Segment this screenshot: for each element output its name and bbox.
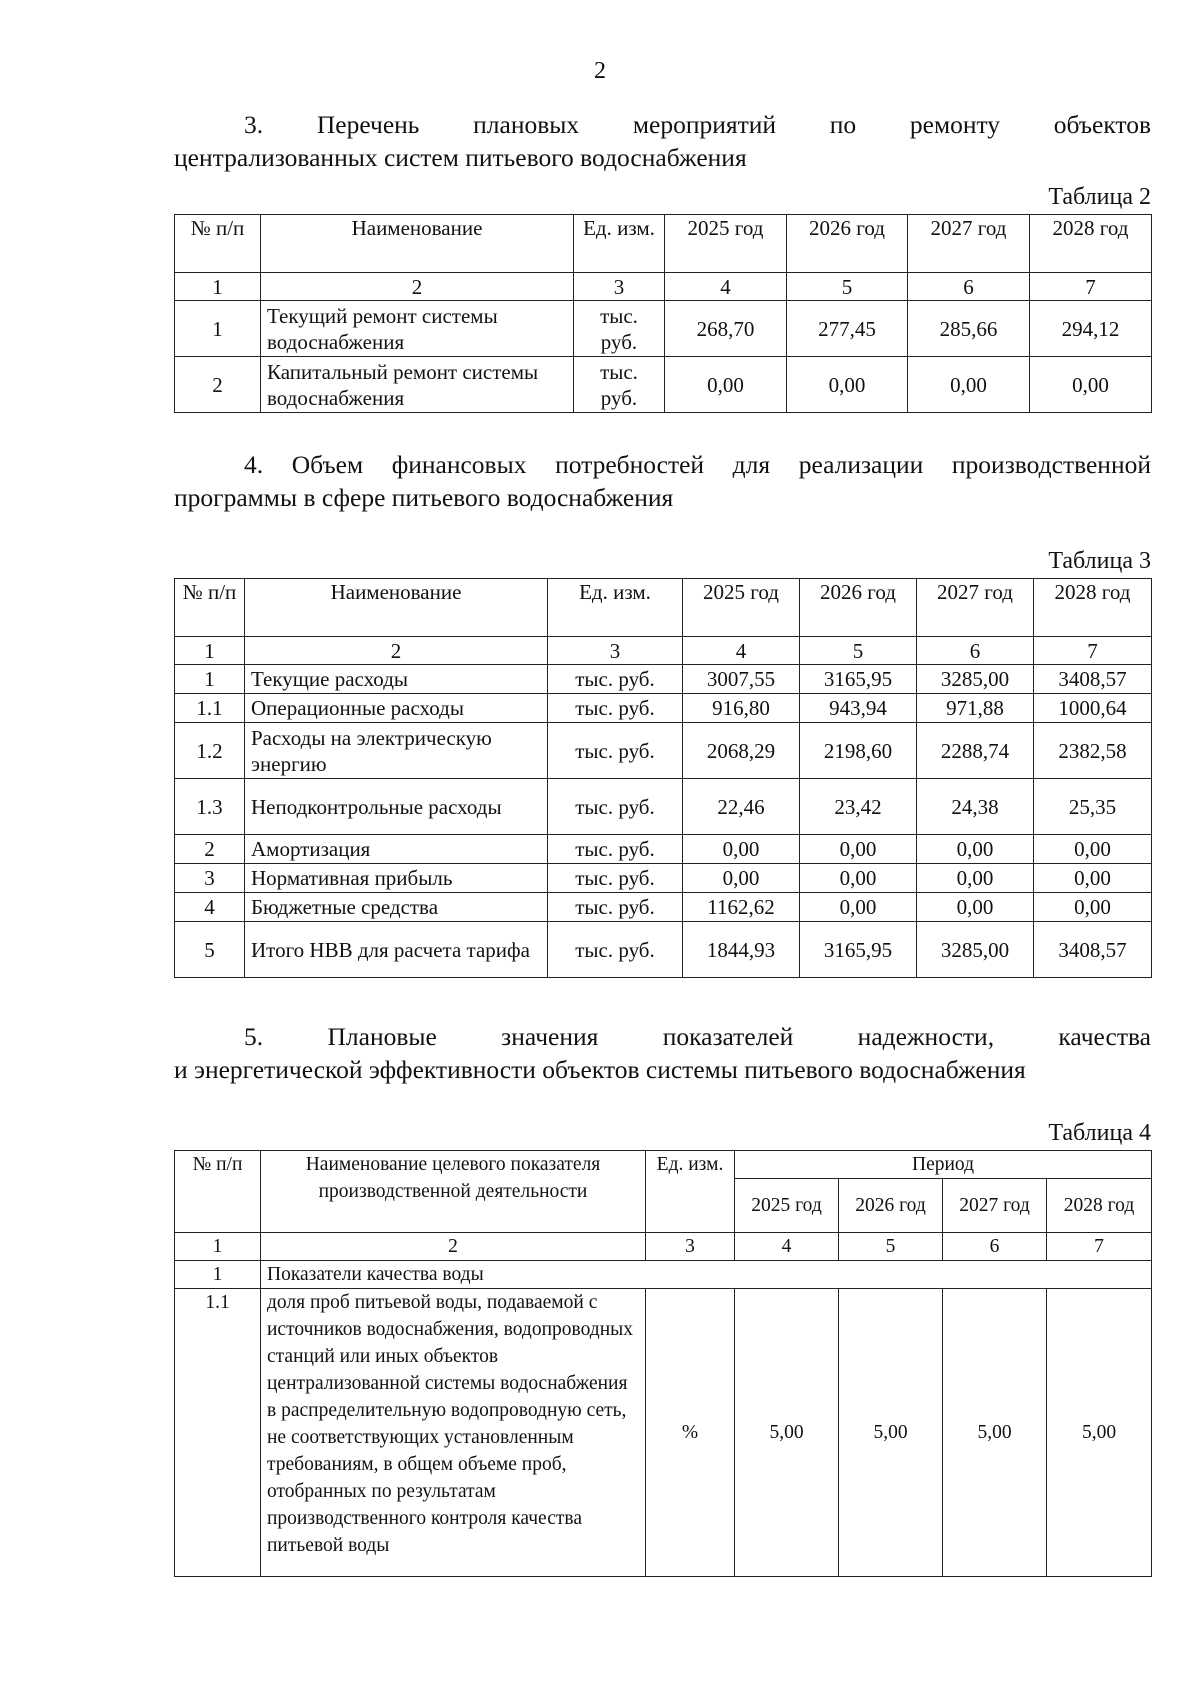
table-row <box>175 864 1152 893</box>
table3-cell: 2198,60 <box>800 723 917 779</box>
table3-colnum: 1 <box>175 637 245 665</box>
table3-colnum: 7 <box>1034 637 1152 665</box>
section3-heading-line2: централизованных систем питьевого водоснабжения <box>174 143 747 172</box>
table-row <box>175 922 1152 978</box>
table4-colnum: 6 <box>943 1233 1047 1261</box>
table3-header-unit: Ед. изм. <box>548 579 683 637</box>
table3-cell: тыс. руб. <box>548 893 683 922</box>
table2-colnum-row <box>175 273 1152 301</box>
table3-cell: Нормативная прибыль <box>245 864 548 893</box>
table3-cell: тыс. руб. <box>548 864 683 893</box>
table4-group-num: 1 <box>175 1261 261 1289</box>
table3-cell: Неподконтрольные расходы <box>245 779 548 835</box>
table4-colnum: 3 <box>646 1233 735 1261</box>
table3-cell: 25,35 <box>1034 779 1152 835</box>
table2-cell: 285,66 <box>908 301 1030 357</box>
table-row <box>175 893 1152 922</box>
table-row <box>175 665 1152 694</box>
table2-cell: Текущий ремонт системы водоснабжения <box>261 301 574 357</box>
table3-cell: 1844,93 <box>683 922 800 978</box>
table2-header-unit: Ед. изм. <box>574 215 665 273</box>
table3-header-year: 2027 год <box>917 579 1034 637</box>
table3-header-year: 2025 год <box>683 579 800 637</box>
table3-header-row <box>175 579 1152 637</box>
table2-caption: Таблица 2 <box>1048 184 1151 210</box>
table3-cell: 0,00 <box>917 835 1034 864</box>
table3-cell: тыс. руб. <box>548 835 683 864</box>
table3-cell: 0,00 <box>917 864 1034 893</box>
table4-colnum-row <box>175 1233 1152 1261</box>
table3-cell: 3165,95 <box>800 665 917 694</box>
table3-cell: 1162,62 <box>683 893 800 922</box>
table3-cell: 3 <box>175 864 245 893</box>
table2-cell: Капитальный ремонт системы водоснабжения <box>261 357 574 413</box>
table3-cell: 0,00 <box>683 864 800 893</box>
table4-header-name: Наименование целевого показателя производственной деятельности <box>261 1151 646 1233</box>
table3-colnum: 6 <box>917 637 1034 665</box>
table2-colnum: 7 <box>1030 273 1152 301</box>
table2-cell: 268,70 <box>665 301 787 357</box>
table3-cell: 5 <box>175 922 245 978</box>
table3-cell: 1.3 <box>175 779 245 835</box>
table2-cell: 294,12 <box>1030 301 1152 357</box>
table3-cell: 2 <box>175 835 245 864</box>
table3-cell: тыс. руб. <box>548 922 683 978</box>
table3-cell: 0,00 <box>800 864 917 893</box>
table3-cell: 22,46 <box>683 779 800 835</box>
table3-header-name: Наименование <box>245 579 548 637</box>
table2-colnum: 3 <box>574 273 665 301</box>
table4-colnum: 4 <box>735 1233 839 1261</box>
table3 <box>174 578 1152 978</box>
table4-row-name: доля проб питьевой воды, подаваемой с источников водоснабжения, водопроводных станций или иных объектов централизованной системы водоснабжения в распределительную водопроводную сеть, не соответствующих установленным требованиям, в общем объеме проб, отобранных по результатам производственного контроля качества питьевой воды <box>261 1289 646 1577</box>
table3-cell: 3285,00 <box>917 922 1034 978</box>
table3-cell: Операционные расходы <box>245 694 548 723</box>
table2-header-row <box>175 215 1152 273</box>
table4-group-row <box>175 1261 1152 1289</box>
table3-colnum: 2 <box>245 637 548 665</box>
table2-cell: 0,00 <box>908 357 1030 413</box>
table3-header-year: 2028 год <box>1034 579 1152 637</box>
table3-header-num: № п/п <box>175 579 245 637</box>
table3-cell: 0,00 <box>917 893 1034 922</box>
table4-header-year: 2027 год <box>943 1179 1047 1233</box>
table3-cell: 1 <box>175 665 245 694</box>
table4-colnum: 1 <box>175 1233 261 1261</box>
table2-cell: 2 <box>175 357 261 413</box>
table3-colnum-row <box>175 637 1152 665</box>
section5-heading <box>174 1020 1151 1086</box>
table2-colnum: 4 <box>665 273 787 301</box>
table3-cell: Бюджетные средства <box>245 893 548 922</box>
table4-header-row <box>175 1151 1152 1179</box>
table3-cell: 24,38 <box>917 779 1034 835</box>
table-row <box>175 301 1152 357</box>
table4-caption: Таблица 4 <box>1048 1120 1151 1146</box>
table3-caption: Таблица 3 <box>1048 548 1151 574</box>
table4-row-value: 5,00 <box>735 1289 839 1577</box>
table4 <box>174 1150 1152 1577</box>
section3-heading-line1: 3. Перечень плановых мероприятий по ремонту объектов <box>244 110 1151 139</box>
table2-cell: 0,00 <box>787 357 908 413</box>
table3-cell: 0,00 <box>800 893 917 922</box>
table4-row-value: 5,00 <box>1047 1289 1152 1577</box>
table3-cell: Текущие расходы <box>245 665 548 694</box>
table2-cell: тыс. руб. <box>574 301 665 357</box>
table4-row-value: 5,00 <box>839 1289 943 1577</box>
table3-cell: 1000,64 <box>1034 694 1152 723</box>
section3-heading <box>174 108 1151 174</box>
table3-cell: 0,00 <box>1034 864 1152 893</box>
table2-cell: 277,45 <box>787 301 908 357</box>
table2-header-year: 2026 год <box>787 215 908 273</box>
table3-cell: 1.2 <box>175 723 245 779</box>
table3-cell: тыс. руб. <box>548 779 683 835</box>
table-row <box>175 1289 1152 1577</box>
table2-cell: 1 <box>175 301 261 357</box>
table4-header-period: Период <box>735 1151 1152 1179</box>
table3-cell: 2382,58 <box>1034 723 1152 779</box>
table-row <box>175 723 1152 779</box>
section5-heading-line1: 5. Плановые значения показателей надежности, качества <box>244 1022 1151 1051</box>
table3-header-year: 2026 год <box>800 579 917 637</box>
table3-cell: 0,00 <box>1034 893 1152 922</box>
table4-header-year: 2025 год <box>735 1179 839 1233</box>
table3-cell: 916,80 <box>683 694 800 723</box>
table2-header-year: 2027 год <box>908 215 1030 273</box>
table3-colnum: 5 <box>800 637 917 665</box>
table3-cell: 3007,55 <box>683 665 800 694</box>
table3-cell: Расходы на электрическую энергию <box>245 723 548 779</box>
table3-colnum: 3 <box>548 637 683 665</box>
table3-cell: 2068,29 <box>683 723 800 779</box>
table2-colnum: 5 <box>787 273 908 301</box>
page-number: 2 <box>594 58 606 84</box>
table3-cell: 1.1 <box>175 694 245 723</box>
table4-row-num: 1.1 <box>175 1289 261 1577</box>
table4-header-unit: Ед. изм. <box>646 1151 735 1233</box>
table3-cell: 0,00 <box>800 835 917 864</box>
section4-heading-line1: 4. Объем финансовых потребностей для реализации производственной <box>244 450 1151 479</box>
table3-cell: 0,00 <box>683 835 800 864</box>
table2-cell: 0,00 <box>1030 357 1152 413</box>
table2-colnum: 2 <box>261 273 574 301</box>
table2-colnum: 6 <box>908 273 1030 301</box>
table3-cell: 3285,00 <box>917 665 1034 694</box>
table3-cell: 4 <box>175 893 245 922</box>
table-row <box>175 835 1152 864</box>
table3-cell: 2288,74 <box>917 723 1034 779</box>
table4-colnum: 7 <box>1047 1233 1152 1261</box>
table3-cell: Итого НВВ для расчета тарифа <box>245 922 548 978</box>
table4-row-unit: % <box>646 1289 735 1577</box>
table3-cell: тыс. руб. <box>548 665 683 694</box>
table4-header-num: № п/п <box>175 1151 261 1233</box>
table3-cell: тыс. руб. <box>548 694 683 723</box>
table3-cell: 3408,57 <box>1034 922 1152 978</box>
table4-row-value: 5,00 <box>943 1289 1047 1577</box>
section4-heading <box>174 448 1151 514</box>
table2-colnum: 1 <box>175 273 261 301</box>
section4-heading-line2: программы в сфере питьевого водоснабжения <box>174 483 674 512</box>
table3-colnum: 4 <box>683 637 800 665</box>
table-row <box>175 779 1152 835</box>
table4-group-label: Показатели качества воды <box>261 1261 1152 1289</box>
table2-header-num: № п/п <box>175 215 261 273</box>
table3-cell: 943,94 <box>800 694 917 723</box>
table2-cell: 0,00 <box>665 357 787 413</box>
table2 <box>174 214 1152 413</box>
table-row <box>175 694 1152 723</box>
table3-cell: 0,00 <box>1034 835 1152 864</box>
table3-cell: 3165,95 <box>800 922 917 978</box>
table3-cell: 971,88 <box>917 694 1034 723</box>
table4-header-year: 2026 год <box>839 1179 943 1233</box>
table3-cell: Амортизация <box>245 835 548 864</box>
table-row <box>175 357 1152 413</box>
table3-cell: тыс. руб. <box>548 723 683 779</box>
table3-cell: 23,42 <box>800 779 917 835</box>
table2-cell: тыс. руб. <box>574 357 665 413</box>
table4-colnum: 5 <box>839 1233 943 1261</box>
table2-header-year: 2028 год <box>1030 215 1152 273</box>
table3-cell: 3408,57 <box>1034 665 1152 694</box>
section5-heading-line2: и энергетической эффективности объектов системы питьевого водоснабжения <box>174 1055 1026 1084</box>
table4-header-year: 2028 год <box>1047 1179 1152 1233</box>
table2-header-year: 2025 год <box>665 215 787 273</box>
table2-header-name: Наименование <box>261 215 574 273</box>
table4-colnum: 2 <box>261 1233 646 1261</box>
